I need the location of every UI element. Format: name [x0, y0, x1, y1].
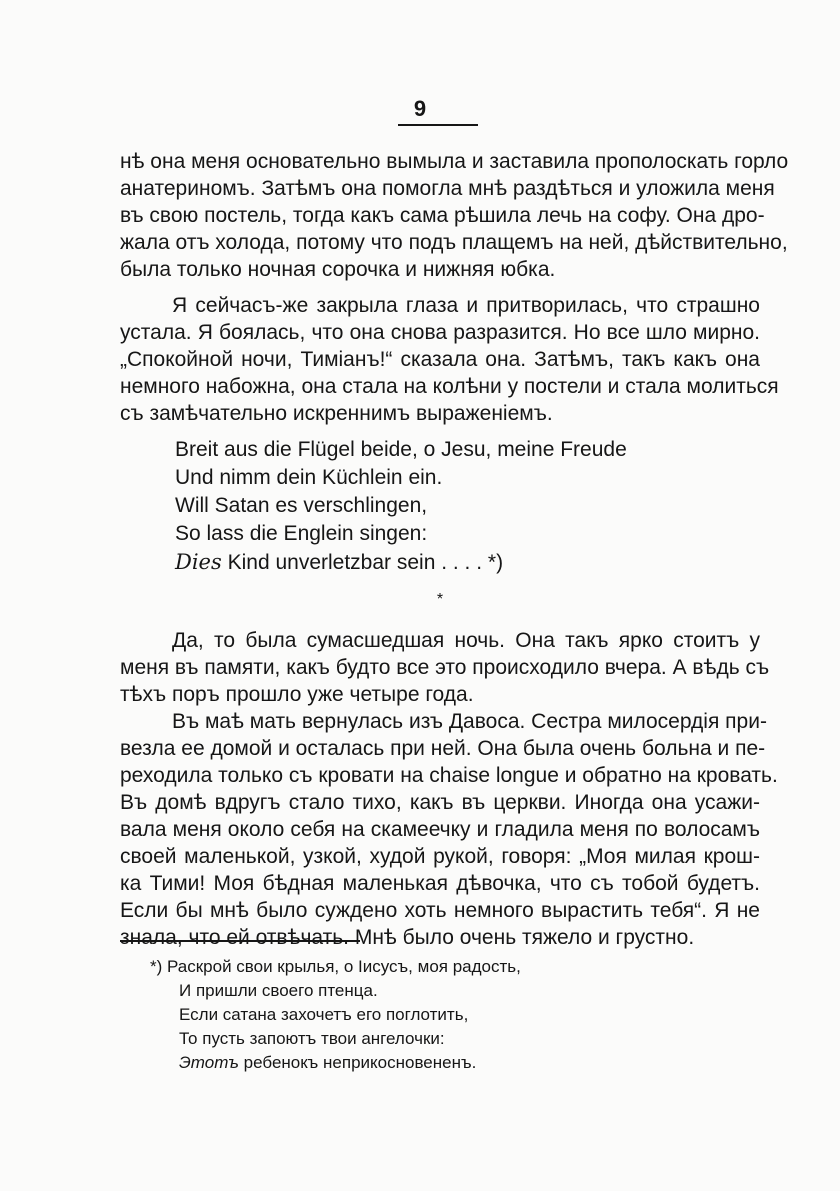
footnote-line-rest: ребенокъ неприкосновененъ. [238, 1053, 477, 1072]
footnote-line: И пришли своего птенца. [179, 981, 378, 1000]
text-line: въ свою постель, тогда какъ сама рѣшила лечь на софу. Она дро- [120, 204, 765, 227]
text-line: знала, что ей отвѣчать. Мнѣ было очень тяжело и грустно. [120, 926, 695, 949]
text-line: съ замѣчательно искреннимъ выраженіемъ. [120, 402, 553, 425]
footnote-line: То пусть запоютъ твои ангелочки: [179, 1029, 445, 1048]
text-line: немного набожна, она стала на колѣни у постели и стала молиться [120, 375, 779, 398]
page-number: 9 [413, 96, 427, 121]
text-line: меня въ памяти, какъ будто все это происходило вчера. А вѣдь съ [120, 656, 770, 679]
paragraph-2 [120, 292, 779, 427]
paragraph-1 [120, 148, 789, 283]
page-body [120, 148, 789, 951]
text-line: реходила только съ кровати на chaise longue и обратно на кровать. [120, 764, 778, 787]
footnote-line: *) Раскрой свои крылья, о Іисусъ, моя радость, [150, 957, 521, 976]
verse-line: So lass die Englein singen: [175, 522, 428, 545]
german-verse [120, 436, 760, 576]
footnote-line: Если сатана захочетъ его поглотить, [179, 1005, 469, 1024]
verse-line: Breit aus die Flügel beide, o Jesu, meine Freude [175, 438, 627, 461]
text-line: Если бы мнѣ было суждено хоть немного вырастить тебя“. Я не [120, 899, 760, 922]
header-rule [398, 124, 478, 126]
paragraph-4 [120, 708, 778, 951]
text-line: тѣхъ поръ прошло уже четыре года. [120, 683, 474, 706]
text-line: везла ее домой и осталась при ней. Она была очень больна и пе- [120, 737, 766, 760]
text-line: Въ домѣ вдругъ стало тихо, какъ въ церкви. Иногда она усажи- [120, 791, 760, 814]
text-line: анатериномъ. Затѣмъ она помогла мнѣ раздѣться и уложила меня [120, 177, 775, 200]
text-line: Я сейчасъ-же закрыла глаза и притворилась, что страшно [172, 294, 760, 317]
text-line: устала. Я боялась, что она снова разразится. Но все шло мирно. [120, 321, 760, 344]
footnote [150, 955, 670, 1075]
footnote-emphasis: Этотъ [179, 1053, 239, 1072]
text-line: своей маленькой, узкой, худой рукой, говоря: „Моя милая крош- [120, 845, 760, 868]
text-line: вала меня около себя на скамеечку и гладила меня по волосамъ [120, 818, 760, 841]
text-line: Въ маѣ мать вернулась изъ Давоса. Сестра милосердія при- [172, 710, 767, 733]
verse-line: Will Satan es verschlingen, [175, 494, 428, 517]
paragraph-3 [120, 627, 770, 708]
verse-line [175, 548, 760, 576]
footnote-rule [120, 940, 360, 942]
text-line: была только ночная сорочка и нижняя юбка. [120, 258, 556, 281]
text-line: ка Тими! Моя бѣдная маленькая дѣвочка, что съ тобой будетъ. [120, 872, 760, 895]
text-line: нѣ она меня основательно вымыла и заставила прополоскать горло [120, 150, 789, 173]
verse-line: Und nimm dein Küchlein ein. [175, 466, 443, 489]
text-line: жала отъ холода, потому что подъ плащемъ на ней, дѣйствительно, [120, 231, 788, 254]
verse-line-rest: Kind unverletzbar sein . . . . *) [221, 551, 504, 574]
section-asterism: * [436, 591, 444, 608]
text-line: Да, то была сумасшедшая ночь. Она такъ ярко стоитъ у [172, 629, 760, 652]
footnote-line [150, 1051, 670, 1075]
verse-emphasis: Dies [175, 550, 222, 574]
text-line: „Спокойной ночи, Тиміанъ!“ сказала она. Затѣмъ, такъ какъ она [120, 348, 760, 371]
